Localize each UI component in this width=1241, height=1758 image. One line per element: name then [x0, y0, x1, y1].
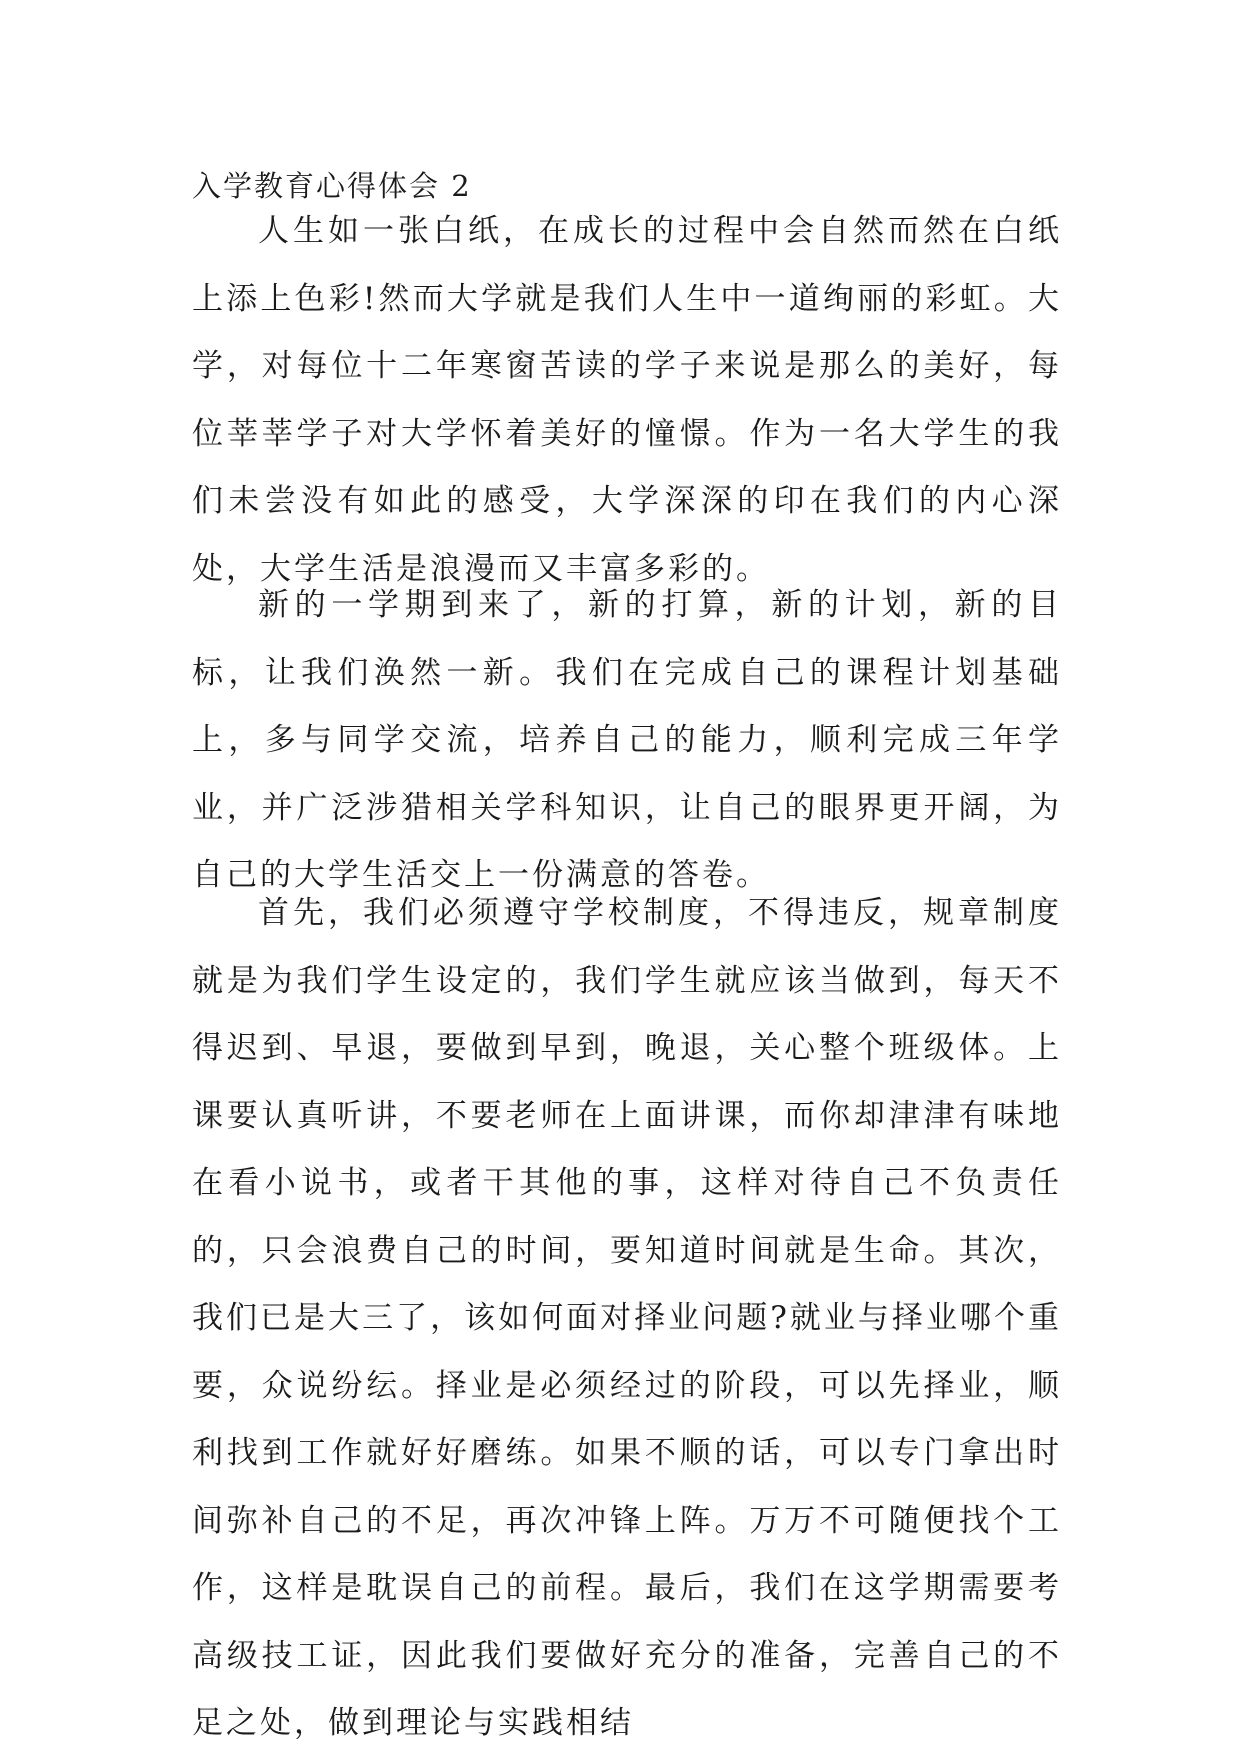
- paragraph-rules-and-career: 首先，我们必须遵守学校制度，不得违反，规章制度就是为我们学生设定的，我们学生就应该当做到，每天不得迟到、早退，要做到早到，晚退，关心整个班级体。上课要认真听讲，不要老师在上面讲课，而你却津津有味地在看小说书，或者干其他的事，这样对待自己不负责任的，只会浪费自己的时间，要知道时间就是生命。其次，我们已是大三了，该如何面对择业问题?就业与择业哪个重要，众说纷纭。择业是必须经过的阶段，可以先择业，顺利找到工作就好好磨练。如果不顺的话，可以专门拿出时间弥补自己的不足，再次冲锋上阵。万万不可随便找个工作，这样是耽误自己的前程。最后，我们在这学期需要考高级技工证，因此我们要做好充分的准备，完善自己的不足之处，做到理论与实践相结: [192, 895, 1062, 1741]
- paragraph-new-semester: 新的一学期到来了，新的打算，新的计划，新的目标，让我们涣然一新。我们在完成自己的课程计划基础上，多与同学交流，培养自己的能力，顺利完成三年学业，并广泛涉猎相关学科知识，让自己的眼界更开阔，为自己的大学生活交上一份满意的答卷。: [192, 587, 1062, 893]
- paragraph-intro: 人生如一张白纸，在成长的过程中会自然而然在白纸上添上色彩!然而大学就是我们人生中一道绚丽的彩虹。大学，对每位十二年寒窗苦读的学子来说是那么的美好，每位莘莘学子对大学怀着美好的憧憬。作为一名大学生的我们未尝没有如此的感受，大学深深的印在我们的内心深处，大学生活是浪漫而又丰富多彩的。: [192, 213, 1062, 587]
- document-title: 入学教育心得体会 2: [192, 169, 472, 203]
